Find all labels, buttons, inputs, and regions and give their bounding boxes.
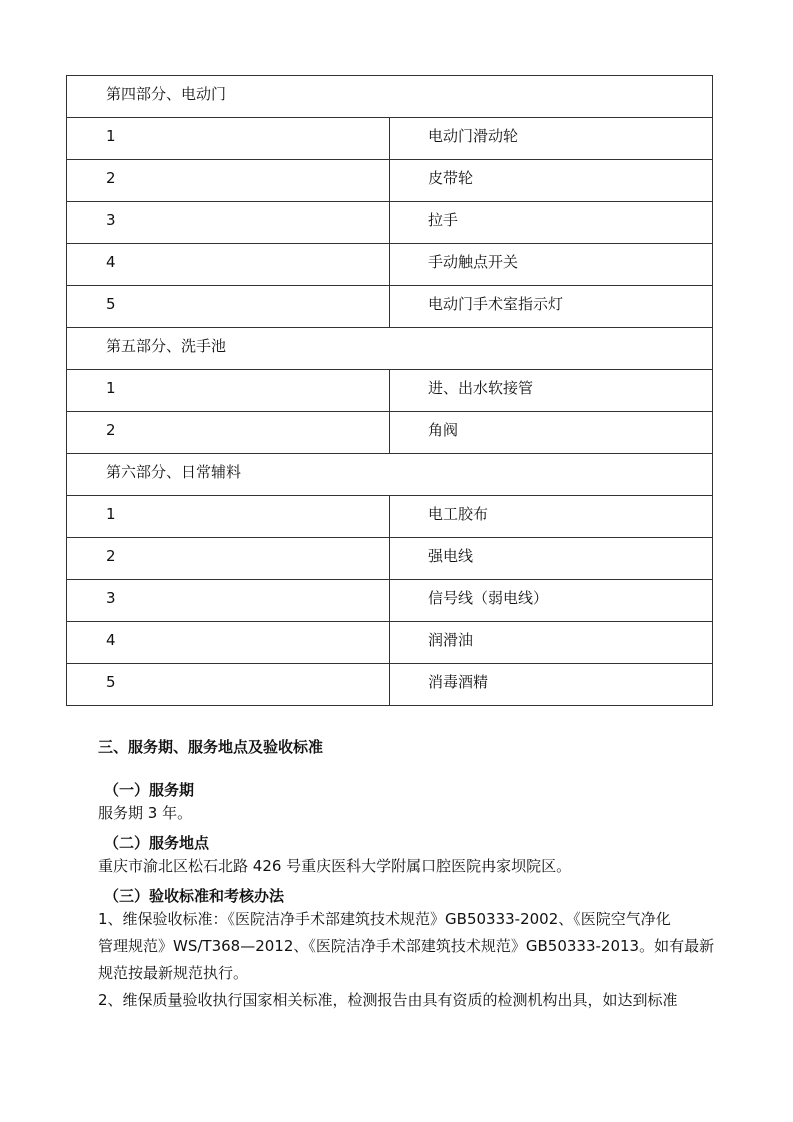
acceptance-item1-line2: 管理规范》WS/T368—2012、《医院洁净手术部建筑技术规范》GB50333-2013。如有最新 xyxy=(98,937,715,955)
table-row xyxy=(67,664,713,706)
row-number: 3 xyxy=(106,211,116,229)
acceptance-item1-line3: 规范按最新规范执行。 xyxy=(98,964,249,982)
table-row xyxy=(67,496,713,538)
section-row xyxy=(67,76,713,118)
row-item-name: 皮带轮 xyxy=(428,169,474,187)
section-title: 第五部分、洗手池 xyxy=(106,337,227,355)
row-item-name: 润滑油 xyxy=(428,631,474,649)
row-number: 2 xyxy=(106,421,116,439)
row-item-name: 角阀 xyxy=(428,421,459,439)
row-number: 4 xyxy=(106,253,116,271)
service-period-text: 服务期 3 年。 xyxy=(98,804,193,822)
row-item-name: 强电线 xyxy=(428,547,474,565)
row-item-name: 电动门手术室指示灯 xyxy=(428,295,564,313)
table-row xyxy=(67,538,713,580)
service-period-title: （一）服务期 xyxy=(104,781,195,799)
row-number: 5 xyxy=(106,295,116,313)
row-item-name: 信号线（弱电线） xyxy=(428,589,549,607)
acceptance-title: （三）验收标准和考核办法 xyxy=(104,887,285,905)
table-row xyxy=(67,412,713,454)
acceptance-item1-line1: 1、维保验收标准：《医院洁净手术部建筑技术规范》GB50333-2002、《医院空气净化 xyxy=(98,910,671,928)
section-title: 第四部分、电动门 xyxy=(106,85,227,103)
row-number: 1 xyxy=(106,505,116,523)
row-number: 5 xyxy=(106,673,116,691)
row-item-name: 进、出水软接管 xyxy=(428,379,534,397)
section-row xyxy=(67,454,713,496)
section-title: 第六部分、日常辅料 xyxy=(106,463,242,481)
row-number: 2 xyxy=(106,547,116,565)
row-item-name: 电工胶布 xyxy=(428,505,489,523)
row-item-name: 手动触点开关 xyxy=(428,253,519,271)
row-item-name: 拉手 xyxy=(428,211,459,229)
table-row xyxy=(67,580,713,622)
table-row xyxy=(67,622,713,664)
table-row xyxy=(67,244,713,286)
table-row xyxy=(67,286,713,328)
table-row xyxy=(67,118,713,160)
table-row xyxy=(67,160,713,202)
service-location-text: 重庆市渝北区松石北路 426 号重庆医科大学附属口腔医院冉家坝院区。 xyxy=(98,857,572,875)
section-heading: 三、服务期、服务地点及验收标准 xyxy=(98,738,324,756)
row-number: 1 xyxy=(106,127,116,145)
table-row xyxy=(67,370,713,412)
service-location-title: （二）服务地点 xyxy=(104,834,210,852)
row-number: 4 xyxy=(106,631,116,649)
row-number: 2 xyxy=(106,169,116,187)
section-row xyxy=(67,328,713,370)
acceptance-item2-line1: 2、维保质量验收执行国家相关标准，检测报告由具有资质的检测机构出具，如达到标准 xyxy=(98,991,678,1009)
row-item-name: 电动门滑动轮 xyxy=(428,127,519,145)
row-number: 1 xyxy=(106,379,116,397)
row-number: 3 xyxy=(106,589,116,607)
parts-table xyxy=(66,75,713,706)
row-item-name: 消毒酒精 xyxy=(428,673,489,691)
table-row xyxy=(67,202,713,244)
